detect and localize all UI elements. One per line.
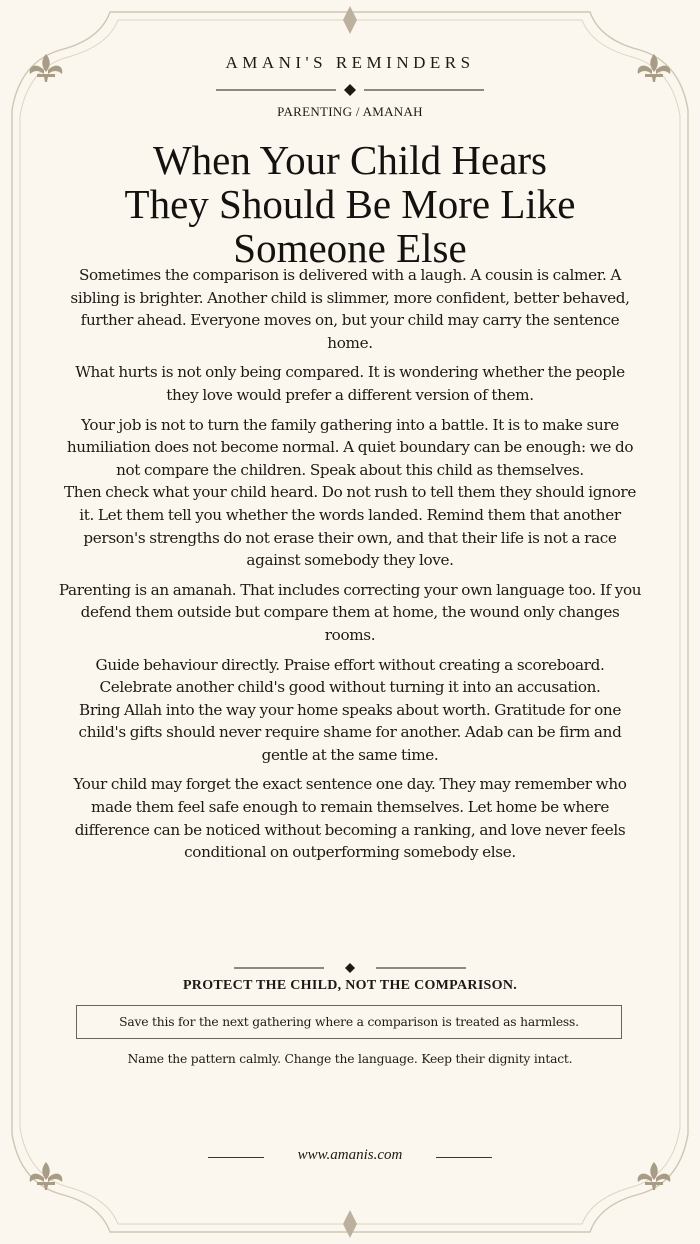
website-link[interactable]: www.amanis.com: [297, 1147, 403, 1163]
brand-divider: [0, 82, 700, 98]
top-diamond-icon: [343, 6, 357, 34]
paragraph: What hurts is not only being compared. It is wondering whether the people they love would prefer a different version of them.: [75, 363, 625, 404]
save-note-text: Save this for the next gathering where a comparison is treated as harmless.: [119, 1015, 579, 1029]
title-line: When Your Child Hears: [152, 137, 548, 183]
section-divider: [0, 960, 700, 976]
footer: [0, 1147, 700, 1167]
title-line: They Should Be More Like: [124, 181, 576, 227]
paragraph: Then check what your child heard. Do not rush to tell them they should ignore it. Let them tell you whether the words landed. Remind them that another person's strengths do not erase their own, and that their life is not a race against somebody they love.: [64, 483, 636, 570]
brand-name: AMANI'S REMINDERS: [225, 53, 475, 72]
footer-rule-right: [436, 1157, 492, 1158]
closing-note: Name the pattern calmly. Change the language. Keep their dignity intact.: [127, 1052, 573, 1066]
diamond-icon: [345, 963, 355, 973]
paragraph: Guide behaviour directly. Praise effort without creating a scoreboard. Celebrate another child's good without turning it into an accusation.: [95, 655, 605, 697]
callout-heading: PROTECT THE CHILD, NOT THE COMPARISON.: [182, 978, 518, 993]
paragraph: Parenting is an amanah. That includes correcting your own language too. If you defend them outside but compare them at home, the wound only changes rooms.: [58, 580, 642, 644]
save-note-box: [76, 1005, 622, 1039]
paragraph: Your job is not to turn the family gathering into a battle. It is to make sure humiliation does not become normal. A quiet boundary can be enough: we do not compare the children. Speak about this child as themselves.: [66, 415, 634, 479]
paragraph: Your child may forget the exact sentence one day. They may remember who made them feel safe enough to remain themselves. Let home be where difference can be noticed without becoming a ranking, and love never feels conditional on outperforming somebody else.: [73, 775, 627, 862]
article-body: [58, 264, 642, 871]
diamond-icon: [344, 84, 356, 96]
title-line: Someone Else: [233, 225, 467, 271]
paragraph: Bring Allah into the way your home speaks about worth. Gratitude for one child's gifts should never require shame for another. Adab can be firm and gentle at the same time.: [78, 700, 622, 764]
bottom-diamond-icon: [343, 1210, 357, 1238]
paragraph: Sometimes the comparison is delivered with a laugh. A cousin is calmer. A sibling is brighter. Another child is slimmer, more confident, better behaved, further ahead. Everyone moves on, but your child may carry the sentence home.: [70, 266, 630, 352]
category-label: PARENTING / AMANAH: [277, 104, 423, 119]
page-title: [50, 138, 650, 270]
